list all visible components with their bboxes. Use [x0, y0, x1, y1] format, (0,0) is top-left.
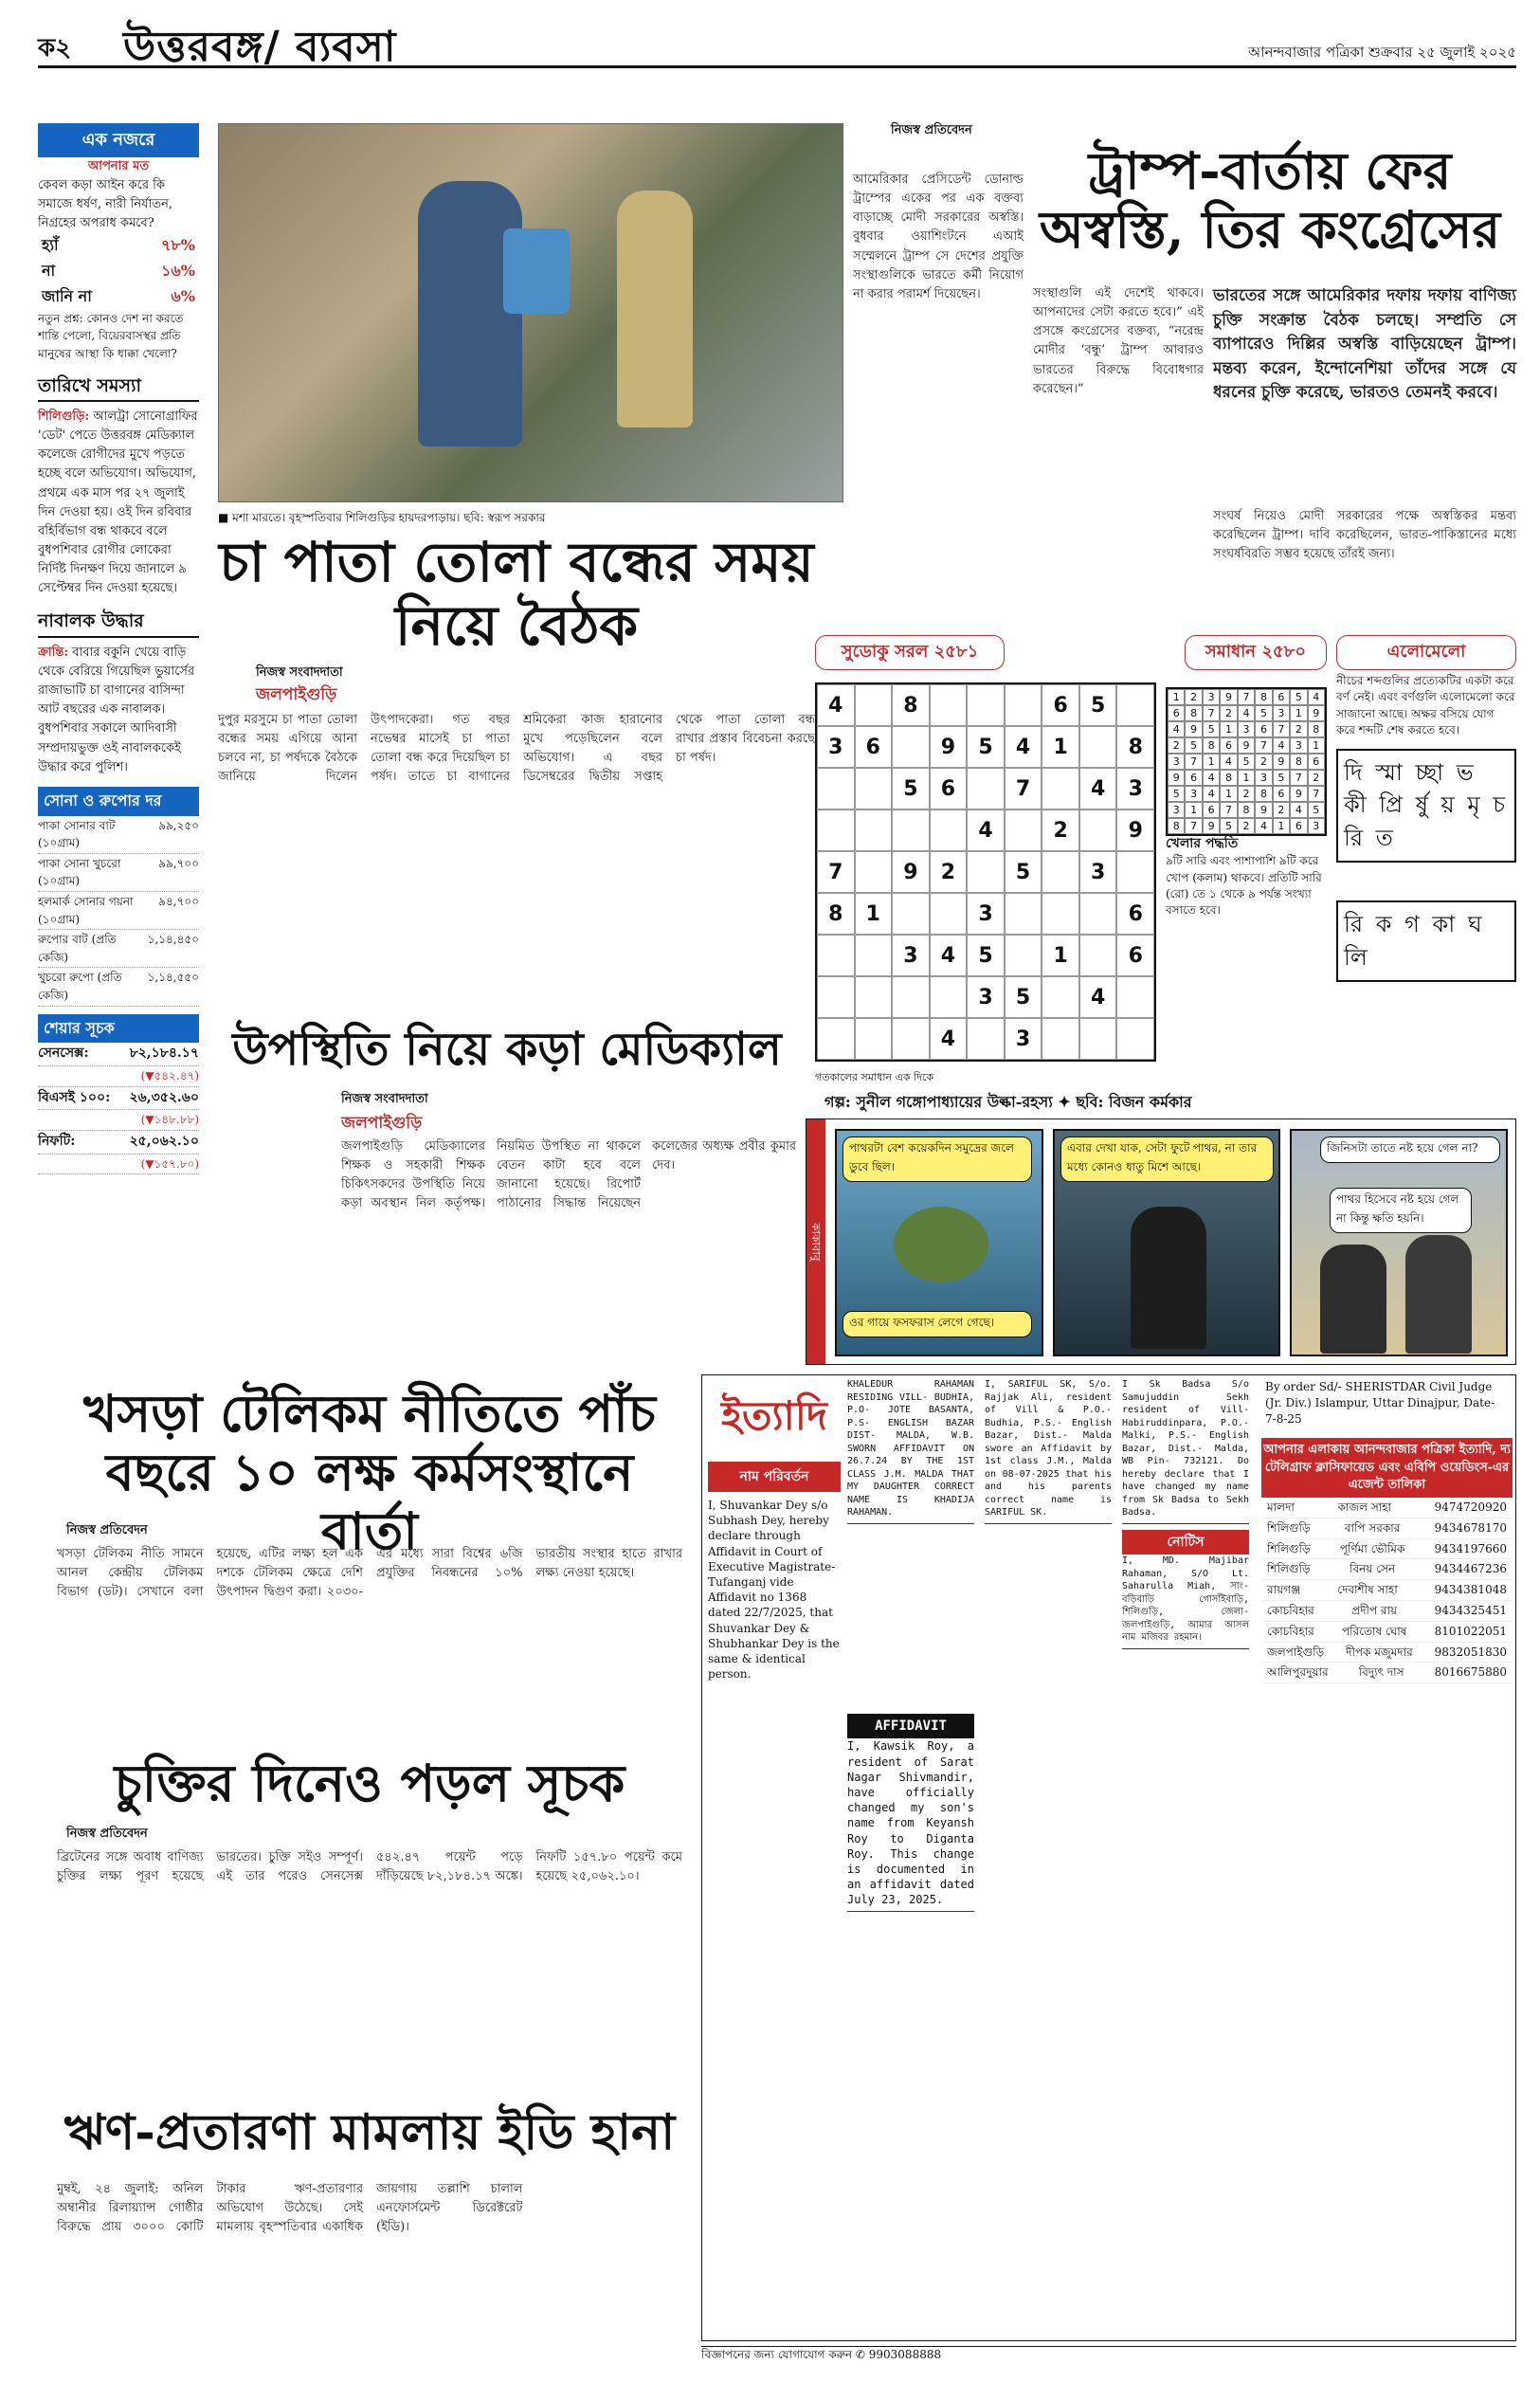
grid-cell: 3 [1185, 786, 1202, 802]
grid-cell: 5 [1220, 818, 1237, 834]
grid-cell: 5 [967, 935, 1005, 976]
comic-bubble: ওর গায়ে ফসফরাস লেগে গেছে। [842, 1311, 1032, 1337]
medical-text: জলপাইগুড়ি মেডিক্যালের শিক্ষক ও সহকারী শিক্ষক চিকিৎসকদের উপস্থিতি নিয়ে কড়া অবস্থান নিল কর্তৃপক্ষ। নিয়মিত উপস্থিত না থাকলে বেতন কাটা হবে বলে জানানো হয়েছে। রিপোর্ট পাঠানোর সিদ্ধান্ত নিয়েছেন কলেজের অধ্যক্ষ প্রবীর কুমার দেব। [341, 1139, 796, 1211]
grid-cell: 2 [930, 851, 968, 893]
agent-row: কোচবিহার পরিতোষ ঘোষ 8101022051 [1261, 1622, 1513, 1643]
grid-cell: 7 [1005, 768, 1042, 809]
grid-cell [817, 935, 855, 976]
grid-cell: 3 [1116, 768, 1154, 809]
grid-cell: 6 [1185, 770, 1202, 786]
grid-cell: 3 [967, 976, 1005, 1018]
jumble-1: দি স্মা চ্ছা ভ কী প্রি র্ষু য় মৃ চ রি ত [1336, 749, 1516, 863]
tea-place: জলপাইগুড়ি [256, 685, 337, 704]
rescue-heading: নাবালক উদ্ধার [38, 608, 199, 637]
classified-column [982, 1375, 1114, 1533]
sprayer-tank [503, 228, 570, 314]
classified-brand: ইত্যাদি [721, 1392, 827, 1439]
poll-head: আপনার মত [87, 158, 150, 173]
trump-col3: ভারতের সঙ্গে আমেরিকার দফায় দফায় বাণিজ্য চুক্তি সংক্রান্ত বৈঠক চলছে। সম্প্রতি সে ব্যাপারেও দিল্লির অস্বস্তি বাড়িয়েছেন ট্রাম্প। মন্তব্য করেন, ইন্দোনেশিয়া তাঁদের সঙ্গে যে ধরনের চুক্তি করেছে, ভারতও তেমনই করবে। [1213, 286, 1516, 402]
classified-ad: I Sk Badsa S/o Samujuddin Sekh resident of Vill- Habiruddinpara, P.O.- Malki, P.S.- English Bazar, Dist.- Malda, WB Pin- 732121. Do hereby declare that I have changed my name from Sk Badsa to Sekh Badsa. [1122, 1378, 1249, 1524]
agent-row: শিলিগুড়ি বিনয় সেন 9434467236 [1261, 1559, 1513, 1580]
grid-cell: 1 [1220, 786, 1237, 802]
grid-cell [967, 851, 1005, 893]
ed-headline: ঋণ-প্রতারণা মামলায় ইডি হানা [63, 2103, 676, 2161]
grid-cell: 9 [1220, 689, 1237, 705]
photo-figure [617, 191, 693, 427]
grid-cell: 8 [1116, 726, 1154, 768]
grid-cell: 1 [1220, 721, 1237, 737]
grid-cell: 5 [892, 768, 930, 809]
comic-bubble: পাথরটা বেশ কয়েকদিন সমুদ্রের জলে ডুবে ছিল। [842, 1136, 1032, 1182]
grid-cell: 1 [1185, 802, 1202, 818]
grid-cell: 4 [1203, 770, 1220, 786]
grid-cell: 3 [1005, 1018, 1042, 1060]
grid-cell: 5 [967, 726, 1005, 768]
grid-cell: 1 [855, 893, 893, 935]
grid-cell: 4 [1079, 768, 1117, 809]
grid-cell [817, 768, 855, 809]
grid-cell: 9 [1273, 754, 1290, 770]
grid-cell: 9 [1203, 818, 1220, 834]
grid-cell: 2 [1308, 770, 1325, 786]
medical-place: জলপাইগুড়ি [341, 1114, 423, 1133]
comic-bubble: পাথর হিসেবে নষ্ট হয়ে গেল না কিন্তু ক্ষতি হয়নি। [1330, 1188, 1472, 1233]
agents-head: আপনার এলাকায় আনন্দবাজার পত্রিকা ইত্যাদি, দ্য টেলিগ্রাফ ক্লাসিফায়েড এবং এবিপি ওয়েডিংস-এর এজেন্ট তালিকা [1261, 1438, 1513, 1498]
jumble-title: এলোমেলো [1336, 635, 1516, 670]
grid-cell: 5 [1005, 851, 1042, 893]
notice-text: I, MD. Majibar Rahaman, S/O Lt. Saharulla Miah, সাং-বড়িবাড়ি গোসাঁইবাড়ি, শিলিগুড়ি, জেলা- জলপাইগুড়ি, আমার আসল নাম মজিবর রহমান। [1122, 1555, 1249, 1649]
grid-cell: 8 [1290, 754, 1307, 770]
grid-cell: 1 [1238, 770, 1255, 786]
comic-panel-3 [1290, 1129, 1508, 1356]
grid-cell: 4 [930, 935, 968, 976]
tea-text: দুপুর মরসুমে চা পাতা তোলা বন্ধের সময় এগিয়ে আনা চলবে না, চা পর্ষদকে বৈঠকে জানিয়ে দিলেন উৎপাদকেরা। গত বছর নভেম্বর মাসেই চা পাতা তোলা বন্ধ করে দিয়েছিল চা পর্ষদ। তাতে চা বাগানের শ্রমিকেরা কাজ হারানোর মুখে পড়েছিলেন বলে অভিযোগ। এ বছর ডিসেম্বরের দ্বিতীয় সপ্তাহ থেকে পাতা তোলা বন্ধ রাখার প্রস্তাব বিবেচনা করছে চা পর্ষদ। [218, 713, 815, 785]
grid-cell: 1 [1168, 689, 1185, 705]
grid-cell [855, 976, 893, 1018]
classified-footer: বিজ্ঞাপনের জন্য যোগাযোগ করুন ✆ 9903088888 [701, 2346, 1516, 2367]
grid-cell: 4 [817, 684, 855, 726]
grid-cell: 7 [1220, 802, 1237, 818]
trump-kicker: নিজস্ব প্রতিবেদন [891, 123, 972, 137]
grid-cell: 9 [1255, 802, 1272, 818]
comic-side-label: কাকাবাবু [806, 1119, 825, 1364]
grid-cell [892, 1018, 930, 1060]
gold-table: পাকা সোনার বাট (১০গ্রাম) ৯৯,২৫০ পাকা সোনা খুচরো (১০গ্রাম) ৯৯,৭০০ হলমার্ক সোনার গয়না (১০গ্রাম) ৯৪,৭০০ রুপোর বাট (প্রতি কেজি) ১,১৪,৪৫০ খুচরো রুপো (প্রতি কেজি) ১,১৪,৫৫০ [38, 816, 199, 1007]
grid-cell [967, 768, 1005, 809]
grid-cell [1079, 935, 1117, 976]
solution-title: সমাধান ২৫৮০ [1185, 635, 1327, 670]
agent-row: জলপাইগুড়ি দীপক মজুমদার 9832051830 [1261, 1643, 1513, 1664]
agent-row: মালদা কাজল সাহা 9474720920 [1261, 1498, 1513, 1518]
grid-cell: 8 [1255, 786, 1272, 802]
sudoku-title: সুডোকু সরল ২৫৮১ [815, 635, 1005, 670]
sudoku-grid [815, 682, 1156, 1062]
grid-cell: 2 [1255, 754, 1272, 770]
problem-heading: তারিখে সমস্যা [38, 373, 199, 402]
grid-cell [1079, 726, 1117, 768]
glance-title: এক নজরে [38, 123, 199, 157]
grid-cell: 1 [1042, 726, 1079, 768]
grid-cell [930, 684, 968, 726]
grid-cell [892, 976, 930, 1018]
figure-shape [1320, 1245, 1386, 1354]
classified-ad: I, Shuvankar Dey s/o Subhash Dey, hereby declare through Affidavit in Court of Executive Magistrate-Tufanganj vide Affidavit no 1368 dated 22/7/2025, that Shuvankar Dey & Shubhankar Dey is the same & identical person. [708, 1499, 840, 1682]
sensex-text: ব্রিটেনের সঙ্গে অবাধ বাণিজ্য চুক্তির লক্ষ্য পূরণ হয়েছে ভারতের। চুক্তি সইও সম্পূর্ণ। এই তার পরেও সেনসেক্স ৫৪২.৪৭ পয়েন্ট পড়ে দাঁড়িয়েছে ৮২,১৮৪.১৭ অঙ্কে। নিফটি ১৫৭.৮০ পয়েন্ট কমে হয়েছে ২৫,০৬২.১০। [57, 1850, 682, 1884]
telecom-byline: নিজস্ব প্রতিবেদন [66, 1523, 148, 1537]
section-title: উত্তরবঙ্গ/ ব্যবসা [123, 23, 397, 71]
grid-cell [1005, 809, 1042, 851]
grid-cell: 7 [817, 851, 855, 893]
grid-cell: 3 [1079, 851, 1117, 893]
rescue-text: বাবার বকুনি খেয়ে বাড়ি থেকে বেরিয়ে গিয়েছিল ভুয়ার্সের রাজাভাটি চা বাগানের বাসিন্দা আট বছরের এক নাবালক। বুধপশিবার সকালে আদিবাসী সম্প্রদায়ভুক্ত ওই নাবালককেই উদ্ধার করে পুলিশ। [38, 645, 195, 774]
grid-cell: 8 [1203, 737, 1220, 754]
grid-cell: 3 [967, 893, 1005, 935]
grid-cell: 5 [1185, 737, 1202, 754]
grid-cell: 4 [1273, 737, 1290, 754]
grid-cell: 1 [1308, 737, 1325, 754]
rules-text: ৯টি সারি এবং পাশাপাশি ৯টি করে খোপ (কলাম) থাকবে। প্রতিটি সারি (রো) তে ১ থেকে ৯ পর্যন্ত সংখ্যা বসাতে হবে। [1166, 854, 1322, 918]
grid-cell: 6 [1116, 893, 1154, 935]
problem-text: আলট্রা সোনোগ্রাফির 'ডেট' পেতে উত্তরবঙ্গ মেডিক্যাল কলেজে রোগীদের মুখে পড়তে হচ্ছে বলে অভিযোগ। অভিযোগ, প্রথমে এক মাস পর ২৭ জুলাই দিন দেওয়া হয়। ওই দিন রবিবার বহির্বিভাগ বন্ধ থাকবে বলে বুধপশিবার রোগীর লোকেরা নির্দিষ্ট দিনক্ষণ দিয়ে জানালে ৯ সেপ্টেম্বর দিন দেওয়া হয়েছে। [38, 409, 198, 596]
grid-cell [1116, 851, 1154, 893]
grid-cell: 8 [1255, 689, 1272, 705]
grid-cell [892, 893, 930, 935]
grid-cell: 9 [892, 851, 930, 893]
grid-cell [817, 809, 855, 851]
grid-cell [1005, 893, 1042, 935]
grid-cell: 4 [967, 809, 1005, 851]
grid-cell [930, 893, 968, 935]
grid-cell: 9 [930, 726, 968, 768]
grid-cell [930, 809, 968, 851]
grid-cell [1042, 1018, 1079, 1060]
photo-figure [418, 181, 522, 446]
classified-column [1119, 1375, 1252, 1658]
grid-cell: 6 [1116, 935, 1154, 976]
grid-cell: 5 [1255, 705, 1272, 721]
grid-cell: 3 [1203, 689, 1220, 705]
rescue-place: ক্রান্তি: [38, 645, 69, 660]
grid-cell: 4 [1290, 802, 1307, 818]
grid-cell: 9 [1308, 705, 1325, 721]
dateline: আনন্দবাজার পত্রিকা শুক্রবার ২৫ জুলাই ২০২৫ [1247, 44, 1516, 61]
court-notice [1261, 1375, 1513, 1683]
rules-box [1166, 834, 1327, 919]
grid-cell: 6 [1308, 754, 1325, 770]
grid-cell [1116, 976, 1154, 1018]
grid-cell: 6 [1273, 786, 1290, 802]
grid-cell: 1 [1042, 935, 1079, 976]
grid-cell: 6 [930, 768, 968, 809]
agent-row: কোচবিহার প্রদীপ রায় 9434325451 [1261, 1601, 1513, 1622]
classified-section [701, 1374, 1516, 2341]
grid-cell: 9 [1116, 809, 1154, 851]
grid-cell [855, 768, 893, 809]
grid-cell: 8 [1308, 721, 1325, 737]
grid-cell: 8 [817, 893, 855, 935]
classified-column [844, 1375, 977, 1920]
grid-cell: 3 [817, 726, 855, 768]
grid-cell: 8 [1238, 802, 1255, 818]
medical-headline: উপস্থিতি নিয়ে কড়া মেডিক্যাল [232, 1023, 782, 1076]
grid-cell [1042, 768, 1079, 809]
grid-cell: 7 [1185, 818, 1202, 834]
grid-cell: 5 [1238, 754, 1255, 770]
grid-cell: 7 [1238, 689, 1255, 705]
grid-cell: 6 [1042, 684, 1079, 726]
photo-caption: ■ মশা মারতে। বৃহস্পতিবার শিলিগুড়ির হায়দরপাড়ায়। ছবি: স্বরূপ সরকার [218, 511, 546, 524]
grid-cell: 4 [1238, 705, 1255, 721]
grid-cell: 7 [1308, 786, 1325, 802]
grid-cell: 6 [1203, 802, 1220, 818]
page-header [38, 19, 1516, 71]
medical-byline: নিজস্ব সংবাদদাতা [341, 1092, 428, 1106]
rules-title: খেলার পদ্ধতি [1166, 836, 1239, 851]
sensex-byline: নিজস্ব প্রতিবেদন [66, 1827, 148, 1841]
sensex-headline: চুক্তির দিনেও পড়ল সূচক [114, 1753, 625, 1813]
grid-cell [1116, 684, 1154, 726]
grid-cell: 6 [1168, 705, 1185, 721]
grid-cell: 4 [1005, 726, 1042, 768]
grid-cell [855, 1018, 893, 1060]
grid-cell [892, 726, 930, 768]
comic-bubble: জিনিসটা তাতে নষ্ট হয়ে গেল না? [1320, 1136, 1500, 1163]
jumble-text: নীচের শব্দগুলির প্রত্যেকটির একটা করে বর্ণ নেই। এবং বর্ণগুলি এলোমেলো করে সাজানো আছে। অক্ষর বসিয়ে যোগ করে শব্দটি শেষ করতে হবে। [1336, 674, 1515, 737]
grid-cell: 5 [1308, 802, 1325, 818]
grid-cell: 8 [1168, 818, 1185, 834]
poll-note: নতুন প্রশ্ন: কোনও দেশ না করতে শান্তি পেলো, বিয়েরবাসস্থর প্রতি মানুষের আস্থা কি ধাক্কা খেলো? [38, 311, 184, 361]
grid-cell: 9 [1185, 721, 1202, 737]
grid-cell [1079, 893, 1117, 935]
grid-cell: 6 [1220, 737, 1237, 754]
grid-cell: 1 [1203, 754, 1220, 770]
grid-cell: 5 [1203, 721, 1220, 737]
grid-cell: 7 [1185, 754, 1202, 770]
grid-cell: 4 [1255, 818, 1272, 834]
stock-table: সেনসেক্স: ৮২,১৮৪.১৭ (▼৫৪২.৪৭) বিএসই ১০০: ২৬,৩৫২.৬০ (▼১৪৮.৮৮) নিফটি: ২৫,০৬২.১০ (▼১৫৭.৮০) [38, 1043, 199, 1174]
grid-cell [1042, 851, 1079, 893]
comic-panel-2 [1053, 1129, 1280, 1356]
stone-shape [894, 1207, 988, 1282]
grid-cell [967, 684, 1005, 726]
gold-heading: সোনা ও রুপোর দর [38, 787, 199, 816]
poll-question: কেবল কড়া আইন করে কি সমাজে ধর্ষণ, নারী নির্যাতন, নিগ্রহের অপরাধ কমবে? [38, 178, 173, 231]
grid-cell: 3 [1273, 705, 1290, 721]
grid-cell: 5 [1273, 770, 1290, 786]
comic-panel-1 [835, 1129, 1043, 1356]
grid-cell: 9 [1168, 770, 1185, 786]
jumble-box [1336, 673, 1516, 982]
grid-cell: 6 [1273, 689, 1290, 705]
telecom-text: খসড়া টেলিকম নীতি সামনে আনল কেন্দ্রীয় টেলিকম বিভাগ (ডট)। সেখানে বলা হয়েছে, এটির লক্ষ্য হল এক দশকে টেলিকম ক্ষেত্রে দেশি উৎপাদন দ্বিগুণ করা। ২০৩০-এর মধ্যে সারা বিশ্বের ৬জি প্রযুক্তির নিবন্ধনের ১০% ভারতীয় সংস্থার হাতে রাখার লক্ষ্য নেওয়া হয়েছে। [57, 1547, 682, 1600]
agent-row: শিলিগুড়ি বাপি সরকার 9434678170 [1261, 1518, 1513, 1539]
grid-cell [1005, 935, 1042, 976]
grid-cell: 9 [1238, 737, 1255, 754]
grid-cell [855, 809, 893, 851]
tea-headline: চা পাতা তোলা বন্ধের সময় নিয়ে বৈঠক [219, 530, 814, 658]
grid-cell: 1 [1290, 705, 1307, 721]
grid-cell [817, 1018, 855, 1060]
grid-cell [1042, 976, 1079, 1018]
grid-cell: 4 [930, 1018, 968, 1060]
trump-col1: আমেরিকার প্রেসিডেন্ট ডোনাল্ড ট্রাম্পের একের পর এক বক্তব্য বাড়াচ্ছে মোদী সরকারের অস্বস্তি। বুধবার ওয়াশিংটনে এআই সম্মেলনে ট্রাম্প সে দেশের প্রযুক্তি সংস্থাগুলিকে ভারতে কর্মী নিয়োগ না করার পরামর্শ দিয়েছেন। [853, 173, 1024, 301]
grid-cell: 6 [1255, 721, 1272, 737]
grid-cell: 4 [1220, 754, 1237, 770]
grid-cell: 8 [1220, 770, 1237, 786]
grid-cell: 4 [1168, 721, 1185, 737]
poll-row: জানি না ৬% [42, 287, 195, 306]
comic-title: গল্প: সুনীল গঙ্গোপাধ্যায়ের উল্কা-রহস্য ✦ ছবি: বিজন কর্মকার [824, 1093, 1192, 1111]
grid-cell: 2 [1238, 818, 1255, 834]
jumble-2: রি ক গ কা ঘ লি [1336, 900, 1516, 982]
grid-cell: 3 [1255, 770, 1272, 786]
grid-cell [1116, 1018, 1154, 1060]
grid-cell: 5 [1168, 786, 1185, 802]
poll-row: না ১৬% [42, 262, 195, 281]
grid-cell [892, 809, 930, 851]
trump-headline: ট্রাম্প-বার্তায় ফের অস্বস্তি, তির কংগ্রেসের [1039, 140, 1501, 261]
grid-cell: 2 [1042, 809, 1079, 851]
grid-cell: 2 [1273, 802, 1290, 818]
left-column [38, 123, 199, 1355]
grid-cell: 7 [1255, 737, 1272, 754]
grid-cell: 3 [1168, 754, 1185, 770]
agent-row: আলিপুরদুয়ার বিদ্যুৎ দাস 8016675880 [1261, 1663, 1513, 1683]
agent-row: শিলিগুড়ি পূর্ণিমা ভৌমিক 9434197660 [1261, 1539, 1513, 1560]
puzzle-footer: গতকালের সমাধান এক দিকে [815, 1071, 934, 1083]
grid-cell [817, 976, 855, 1018]
classified-ad: KHALEDUR RAHAMAN RESIDING VILL- BUDHIA, P.O- JOTE BASANTA, P.S- ENGLISH BAZAR DIST- MALDA, W.B. SWORN AFFIDAVIT ON 26.7.24 BY THE 1ST CLASS J.M. MALDA THAT MY DAUGHTER CORRECT NAME IS KHADIJA RAHAMAN. [847, 1378, 974, 1524]
trump-col4: সংঘর্ষ নিয়েও মোদী সরকারের পক্ষে অস্বস্তিকর মন্তব্য করেছিলেন ট্রাম্প। দাবি করেছিলেন, ভারত-পাকিস্তানের মধ্যে সংঘর্ষবিরতি সম্ভব হয়েছে তাঁরই জন্য। [1213, 509, 1516, 562]
grid-cell [1079, 809, 1117, 851]
grid-cell: 2 [1168, 737, 1185, 754]
tea-byline: নিজস্ব সংবাদদাতা [256, 665, 343, 680]
notice-head: নোটিস [1122, 1530, 1249, 1555]
grid-cell [1079, 1018, 1117, 1060]
solution-grid [1166, 687, 1327, 836]
trump-col2: সংস্থাগুলি এই দেশেই থাকবে। আপনাদের সেটা করতে হবে।” এই প্রসঙ্গে কংগ্রেসের বক্তব্য, “নরেন্দ্র মোদীর ‘বন্ধু’ ট্রাম্প আবারও ভারতের বিরুদ্ধে বিবোধগার করেছেন।” [1033, 286, 1204, 396]
grid-cell: 2 [1238, 786, 1255, 802]
telecom-headline: খসড়া টেলিকম নীতিতে পাঁচ বছরে ১০ লক্ষ কর্মসংস্থানে বার্তা [83, 1383, 656, 1562]
grid-cell: 2 [1220, 705, 1237, 721]
comic-bubble: এবার দেখা যাক, সেটা ফুটে পাথর, না তার মধ্যে কোনও ধাতু মিশে আছে। [1060, 1136, 1274, 1182]
grid-cell: 7 [1203, 705, 1220, 721]
court-text: By order Sd/- SHERISTDAR Civil Judge (Jr. Div.) Islampur, Uttar Dinajpur, Date- 7-8-25 [1265, 1380, 1495, 1426]
grid-cell: 3 [1168, 802, 1185, 818]
grid-cell: 7 [1273, 721, 1290, 737]
grid-cell: 3 [1290, 737, 1307, 754]
grid-cell: 3 [892, 935, 930, 976]
affidavit-text: I, Kawsik Roy, a resident of Sarat Nagar Shivmandir, have officially changed my son's name from Keyansh Roy to Diganta Roy. This change is documented in an affidavit dated July 23, 2025. [847, 1738, 974, 1912]
grid-cell: 3 [1308, 818, 1325, 834]
stock-heading: শেয়ার সূচক [38, 1014, 199, 1044]
poll-row: হ্যাঁ ৭৮% [42, 236, 195, 255]
grid-cell: 4 [1308, 689, 1325, 705]
namechange-head: নাম পরিবর্তন [708, 1462, 841, 1492]
agent-row: রায়গঞ্জ দেবাশীষ সাহা 9434381048 [1261, 1580, 1513, 1601]
grid-cell: 3 [1238, 721, 1255, 737]
figure-shape [1131, 1207, 1206, 1349]
ed-text: মুম্বই, ২৪ জুলাই: অনিল অম্বানীর রিলায়্যান্স গোষ্ঠীর বিরুদ্ধে প্রায় ৩০০০ কোটি টাকার ঋণ-প্রতারণার অভিযোগ উঠেছে। সেই মামলায় বৃহস্পতিবার একাধিক জায়গায় তল্লাশি চালাল এনফোর্সমেন্ট ডিরেক্টরেট (ইডি)। [57, 2182, 523, 2235]
grid-cell [1005, 684, 1042, 726]
classified-brand-box [708, 1385, 841, 1682]
comic-strip [806, 1118, 1516, 1365]
grid-cell: 4 [1079, 976, 1117, 1018]
grid-cell [855, 935, 893, 976]
grid-cell [967, 1018, 1005, 1060]
grid-cell: 9 [1290, 786, 1307, 802]
grid-cell: 6 [1290, 818, 1307, 834]
affidavit-head: AFFIDAVIT [847, 1714, 974, 1739]
grid-cell: 8 [892, 684, 930, 726]
grid-cell: 2 [1185, 689, 1202, 705]
news-photo [218, 123, 843, 502]
figure-shape [1405, 1235, 1472, 1354]
grid-cell: 5 [1079, 684, 1117, 726]
grid-cell [930, 976, 968, 1018]
classified-ad: I, SARIFUL SK, S/o. Rajjak Ali, resident of Vill & P.O.- Budhia, P.S.- English Bazar, Dist.- Malda swore an Affidavit by 1st class J.M., Malda on 08-07-2025 that his and his parents correct name is SARIFUL SK. [985, 1378, 1112, 1524]
page-number: ক২ [38, 34, 72, 63]
problem-place: শিলিগুড়ি: [38, 409, 90, 425]
grid-cell: 4 [1203, 786, 1220, 802]
grid-cell: 5 [1005, 976, 1042, 1018]
grid-cell [855, 684, 893, 726]
grid-cell: 7 [1290, 770, 1307, 786]
grid-cell [855, 851, 893, 893]
grid-cell [1042, 893, 1079, 935]
grid-cell: 6 [855, 726, 893, 768]
grid-cell: 1 [1273, 818, 1290, 834]
grid-cell: 8 [1185, 705, 1202, 721]
grid-cell: 2 [1290, 721, 1307, 737]
grid-cell: 5 [1290, 689, 1307, 705]
